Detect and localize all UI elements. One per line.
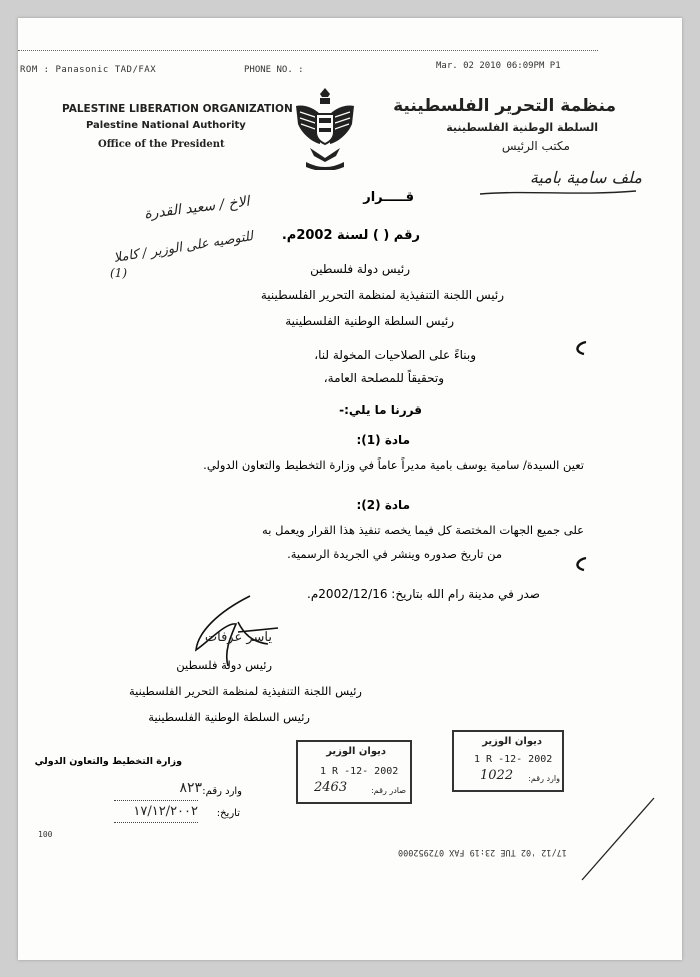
outgoing-stamp-number: 2463 (314, 780, 348, 795)
handwritten-margin-line2: للتوصيه على الوزير / كاملا (112, 229, 255, 266)
basis-line-2: وتحقيقاً للمصلحة العامة، (323, 371, 444, 385)
letterhead-org-en: PALESTINE LIBERATION ORGANIZATION (62, 103, 293, 115)
eagle-emblem-icon (292, 84, 358, 170)
ministry-date-value: ١٧/١٢/٢٠٠٢ (133, 804, 198, 819)
letterhead-office-en: Office of the President (98, 139, 225, 150)
handwritten-file-note: ملف سامية بامية (529, 168, 642, 187)
letterhead-org-ar: منظمة التحرير الفلسطينية (393, 96, 616, 116)
decree-title: قـــــرار (363, 190, 414, 205)
outgoing-stamp-title: ديوان الوزير (326, 746, 386, 757)
article-2-title: مادة (2): (356, 498, 410, 512)
ministry-date-label: تاريخ: (216, 808, 240, 819)
signatory-title-1: رئيس دولة فلسطين (176, 658, 272, 672)
pen-stroke (578, 794, 658, 884)
letterhead-authority-en: Palestine National Authority (86, 120, 246, 131)
issuer-line-1: رئيس دولة فلسطين (310, 262, 410, 276)
page-code: 100 (38, 830, 53, 839)
incoming-stamp-title: ديوان الوزير (482, 736, 542, 747)
handwritten-margin-line1: الاخ / سعيد القدرة (143, 193, 251, 223)
ministry-stamp-name: وزارة التخطيط والتعاون الدولي (34, 756, 182, 767)
document-page (18, 18, 682, 960)
fax-footer-line: 17/12 '02 TUE 23:19 FAX 072952000 (398, 847, 567, 857)
handwritten-underline (478, 186, 638, 198)
letterhead-office-ar: مكتب الرئيس (501, 139, 570, 153)
outgoing-stamp-number-label: صادر رقم: (371, 786, 406, 795)
ministry-incoming-label: وارد رقم: (202, 786, 242, 797)
hole-punch-icon (570, 556, 590, 572)
article-2-line-2: من تاريخ صدوره وينشر في الجريدة الرسمية. (287, 547, 502, 561)
decided-heading: قررنا ما يلي:- (339, 403, 422, 417)
decree-number-line: رقم ( ) لسنة 2002م. (281, 228, 420, 243)
ministry-incoming-number: ٨٢٣ (179, 780, 202, 796)
signatory-title-2: رئيس اللجنة التنفيذية لمنظمة التحرير الفلسطينية (128, 684, 362, 698)
fax-phone: PHONE NO. : (244, 65, 304, 75)
incoming-stamp (452, 730, 564, 792)
incoming-stamp-number-label: وارد رقم: (528, 774, 560, 783)
issuer-line-3: رئيس السلطة الوطنية الفلسطينية (285, 314, 454, 328)
basis-line-1: وبناءً على الصلاحيات المخولة لنا، (314, 348, 476, 362)
ministry-incoming-rule (114, 800, 198, 801)
signatory-name: ياسر عرفات (204, 630, 272, 645)
letterhead-authority-ar: السلطة الوطنية الفلسطينية (446, 121, 598, 134)
issued-date-line: صدر في مدينة رام الله بتاريخ: 2002/12/16م. (307, 587, 540, 601)
fax-header-rule (18, 50, 598, 51)
fax-sender: ROM : Panasonic TAD/FAX (20, 65, 157, 75)
outgoing-stamp-date: 1 R -12- 2002 (320, 766, 399, 777)
outgoing-stamp (296, 740, 412, 804)
hole-punch-icon (570, 340, 590, 356)
article-1-text: تعين السيدة/ سامية يوسف بامية مديراً عاماً في وزارة التخطيط والتعاون الدولي. (203, 458, 584, 472)
article-1-title: مادة (1): (356, 433, 410, 447)
incoming-stamp-number: 1022 (480, 768, 514, 783)
incoming-stamp-date: 1 R -12- 2002 (474, 754, 553, 765)
issuer-line-2: رئيس اللجنة التنفيذية لمنظمة التحرير الفلسطينية (260, 288, 504, 302)
fax-datetime: Mar. 02 2010 06:09PM P1 (436, 61, 561, 71)
handwritten-margin-number: (1) (110, 266, 127, 280)
signatory-title-3: رئيس السلطة الوطنية الفلسطينية (148, 710, 310, 724)
article-2-line-1: على جميع الجهات المختصة كل فيما يخصه تنفيذ هذا القرار ويعمل به (262, 523, 584, 537)
ministry-date-rule (114, 822, 198, 823)
